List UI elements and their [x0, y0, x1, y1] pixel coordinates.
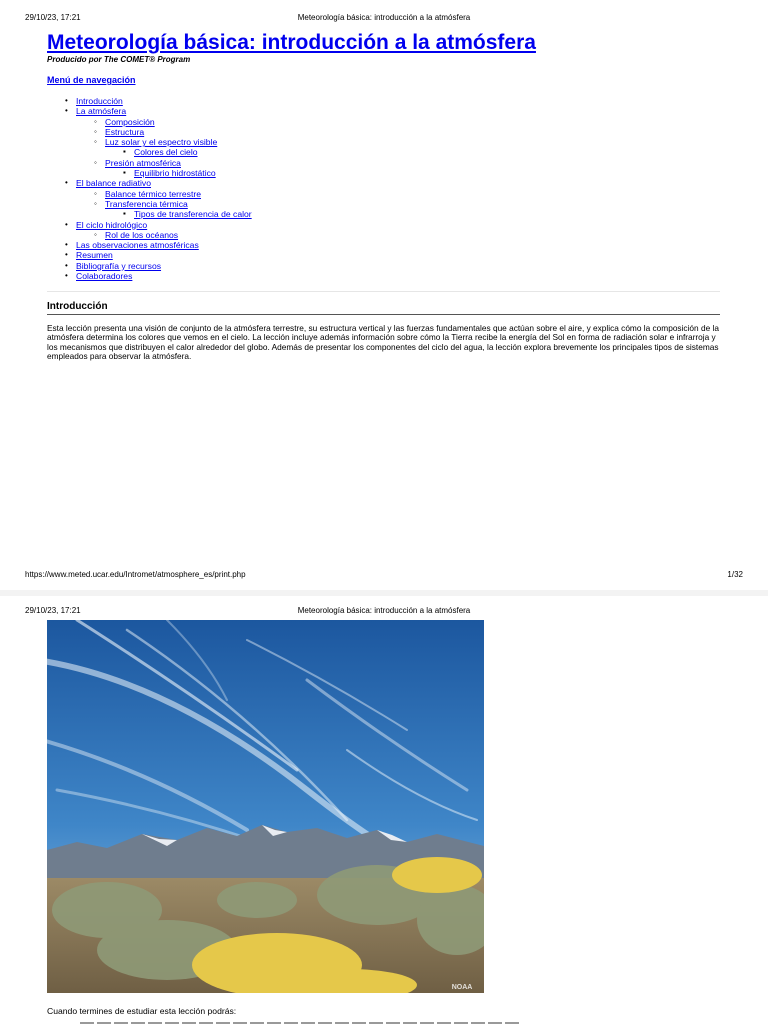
nav-link-composicion[interactable]: Composición — [105, 116, 155, 127]
nav-item-introduccion — [47, 96, 252, 106]
nav-link-luz-solar[interactable]: Luz solar y el espectro visible — [105, 137, 218, 148]
section-heading-underline — [47, 314, 720, 315]
print-date: 29/10/23, 17:21 — [25, 606, 81, 615]
nav-item-presion — [76, 158, 252, 179]
print-page-title: Meteorología básica: introducción a la atmósfera — [297, 606, 471, 615]
nav-item-oceanos — [76, 230, 252, 240]
print-header — [25, 13, 743, 25]
learning-objectives-intro: Cuando termines de estudiar esta lección podrás: — [47, 1006, 237, 1016]
print-header-page-2 — [25, 606, 743, 618]
clipped-text-line — [80, 1020, 520, 1024]
nav-item-observaciones — [47, 240, 252, 250]
nav-item-bibliografia — [47, 261, 252, 271]
nav-link-presion[interactable]: Presión atmosférica — [105, 157, 181, 168]
navigation-menu-link[interactable]: Menú de navegación — [47, 75, 136, 85]
document-title-link[interactable]: Meteorología básica: introducción a la atmósfera — [47, 31, 536, 54]
print-page-number: 1/32 — [727, 570, 743, 579]
nav-link-introduccion[interactable]: Introducción — [76, 96, 123, 106]
nav-link-balance-termico[interactable]: Balance térmico terrestre — [105, 188, 201, 199]
nav-item-balance-radiativo — [47, 178, 252, 219]
print-date: 29/10/23, 17:21 — [25, 13, 81, 22]
nav-item-colaboradores — [47, 271, 252, 281]
nav-item-estructura — [76, 127, 252, 137]
section-heading: Introducción — [47, 301, 108, 312]
nav-link-colores-cielo[interactable]: Colores del cielo — [134, 147, 198, 158]
nav-item-colores-cielo — [105, 147, 252, 157]
nav-link-estructura[interactable]: Estructura — [105, 126, 145, 137]
nav-item-tipos-transferencia — [105, 209, 252, 219]
nav-link-equilibrio[interactable]: Equilibrio hidrostático — [134, 168, 216, 179]
nav-link-tipos-transferencia[interactable]: Tipos de transferencia de calor — [134, 209, 252, 220]
navigation-menu — [47, 96, 252, 281]
nav-item-balance-termico — [76, 189, 252, 199]
noaa-watermark: NOAA — [451, 984, 473, 991]
nav-link-observaciones[interactable]: Las observaciones atmosféricas — [76, 240, 199, 251]
desert-sky-photo — [47, 620, 484, 993]
intro-paragraph: Esta lección presenta una visión de conjunto de la atmósfera terrestre, su estructura vertical y las fuerzas fundamentales que actúan sobre el aire, y explica cómo la composición de la atmósfera determina los colores que vemos en el cielo. La lección incluye además información sobre cómo la Tierra recibe la energía del Sol en forma de radiación solar e infrarroja y los mecanismos que distribuyen el calor alrededor del globo. Además de presentar los componentes del ciclo del agua, la lección explora brevemente los principales tipos de sistemas empleados para observar la atmósfera. — [47, 323, 719, 362]
nav-item-equilibrio — [105, 168, 252, 178]
print-page-title: Meteorología básica: introducción a la atmósfera — [297, 13, 471, 22]
print-footer — [25, 570, 743, 582]
nav-link-balance-radiativo[interactable]: El balance radiativo — [76, 178, 152, 189]
nav-item-luz-solar — [76, 137, 252, 158]
nav-item-ciclo — [47, 220, 252, 241]
nav-item-transferencia — [76, 199, 252, 220]
nav-link-ciclo[interactable]: El ciclo hidrológico — [76, 219, 148, 230]
producer-credit: Producido por The COMET® Program — [47, 55, 191, 64]
nav-link-resumen[interactable]: Resumen — [76, 250, 113, 261]
nav-link-transferencia[interactable]: Transferencia térmica — [105, 198, 188, 209]
nav-link-atmosfera[interactable]: La atmósfera — [76, 106, 127, 117]
nav-link-bibliografia[interactable]: Bibliografía y recursos — [76, 260, 162, 271]
print-page-2 — [0, 596, 768, 1024]
nav-item-composicion — [76, 117, 252, 127]
print-url: https://www.meted.ucar.edu/Intromet/atmosphere_es/print.php — [25, 570, 246, 579]
nav-link-colaboradores[interactable]: Colaboradores — [76, 271, 133, 282]
divider — [47, 291, 720, 292]
nav-link-oceanos[interactable]: Rol de los océanos — [105, 229, 179, 240]
nav-item-atmosfera — [47, 106, 252, 178]
nav-item-resumen — [47, 250, 252, 260]
